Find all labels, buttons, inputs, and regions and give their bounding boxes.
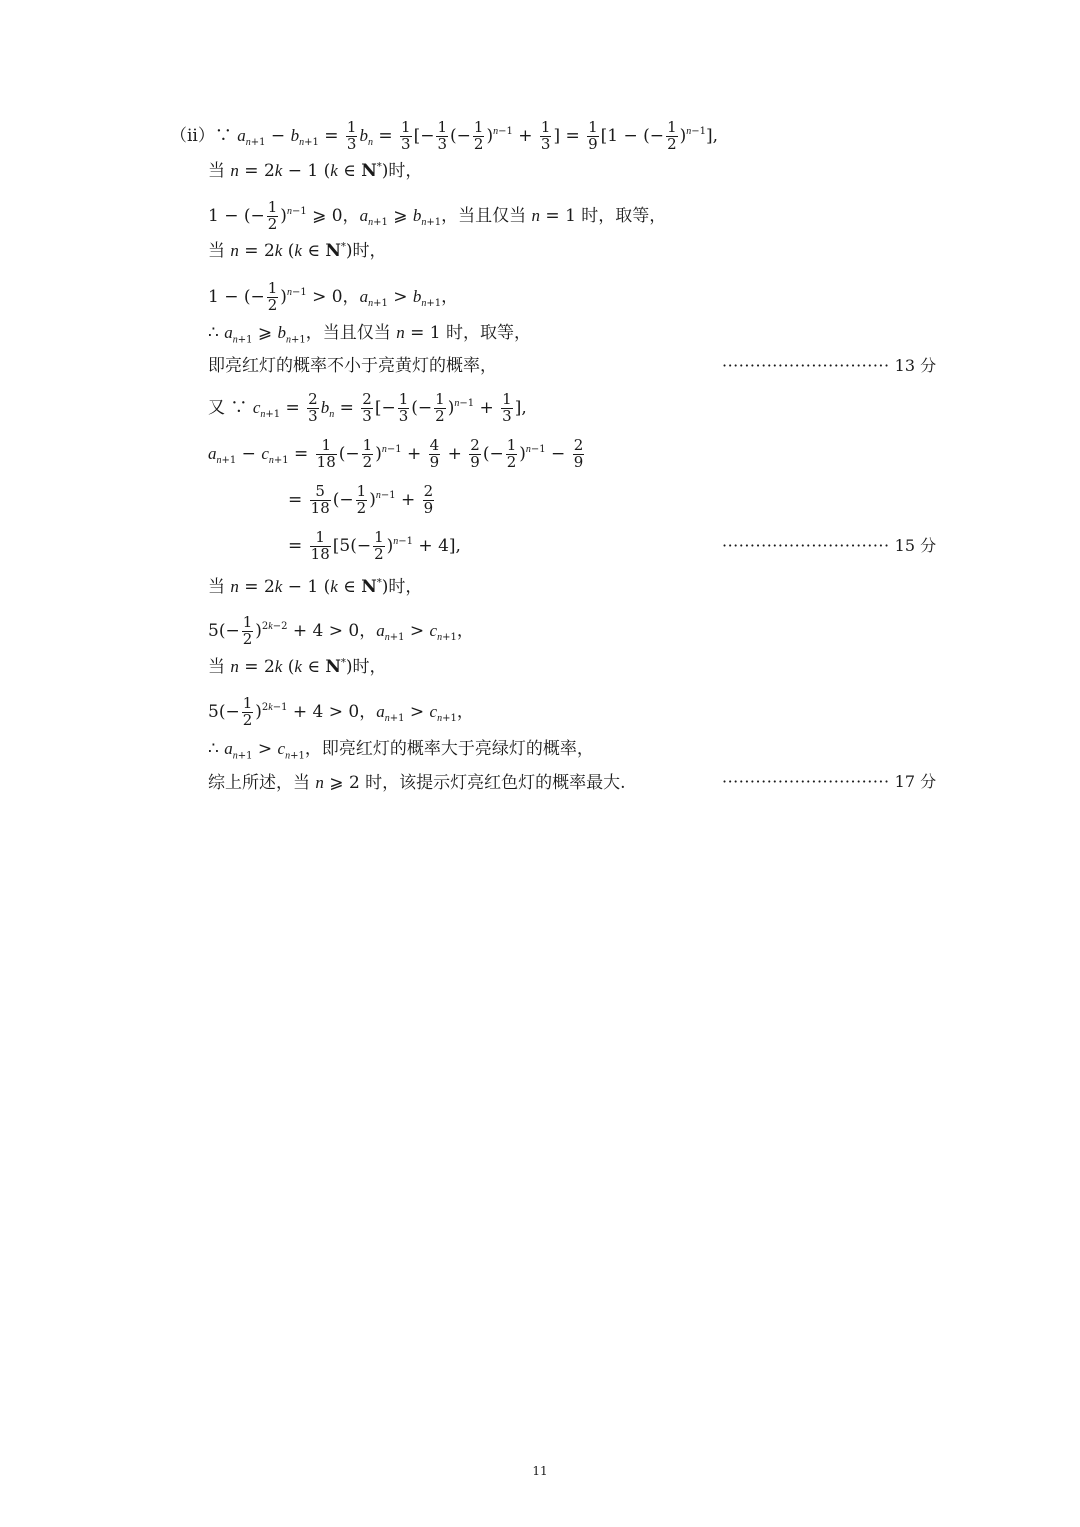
solution-line-1: （ii）∵ $a_{n+1} - b_{n+1}$ = $\frac{1}{3}$ $b_n$ = $\frac{1}{3}$ [− $\frac{1}{3}$ (− $\frac{1}{2}$ )$^{n-1}$ + $\frac{1}{3}$ ] = $\frac{1}{9}$ [1 − (− $\frac{1}{2}$ )$^{n-1}$], — [170, 118, 719, 153]
score-13-label: 13 分 — [894, 356, 937, 375]
solution-line-16: ∴ $a_{n+1} > c_{n+1}$，即亮红灯的概率大于亮绿灯的概率， — [208, 739, 594, 762]
solution-line-7: 即亮红灯的概率不小于亮黄灯的概率， — [208, 356, 497, 376]
leader-dots: ······························ — [722, 536, 890, 555]
solution-line-3: 1 − (− $\frac{1}{2}$ )$^{n-1}$ ⩾ 0，$a_{n+1}$ ⩾ $b_{n+1}$，当且仅当 n = 1 时，取等， — [208, 198, 667, 233]
solution-line-15: 5(− $\frac{1}{2}$ )$^{2k-1}$ + 4 > 0，$a_{n+1} > c_{n+1}$， — [208, 694, 474, 729]
solution-line-10: = $\frac{5}{18}$ (− $\frac{1}{2}$ )$^{n-1}$ + $\frac{2}{9}$ — [288, 482, 434, 517]
solution-line-12: 当 n = 2k − 1 (k ∈ N*)时， — [208, 577, 423, 597]
score-15-label: 15 分 — [894, 536, 937, 555]
solution-line-13: 5(− $\frac{1}{2}$ )$^{2k-2}$ + 4 > 0，$a_{n+1} > c_{n+1}$， — [208, 613, 474, 648]
leader-dots: ······························ — [722, 772, 890, 791]
solution-line-6: ∴ $a_{n+1}$ ⩾ $b_{n+1}$，当且仅当 n = 1 时，取等， — [208, 323, 531, 346]
page-number: 11 — [532, 1464, 548, 1478]
solution-line-11: = $\frac{1}{18}$ [5(− $\frac{1}{2}$ )$^{n-1}$ + 4], — [288, 528, 461, 563]
solution-line-9: $a_{n+1} - c_{n+1}$ = $\frac{1}{18}$ (− $\frac{1}{2}$ )$^{n-1}$ + $\frac{4}{9}$ + $\frac{2}{9}$ (− $\frac{1}{2}$ )$^{n-1}$ − $\frac{2}{9}$ — [208, 436, 584, 471]
score-17-label: 17 分 — [894, 772, 937, 791]
solution-line-14: 当 n = 2k (k ∈ N*)时， — [208, 657, 387, 677]
leader-dots: ······························ — [722, 356, 890, 375]
score-15 — [722, 538, 936, 554]
score-17 — [722, 774, 936, 790]
solution-line-17: 综上所述，当 n ⩾ 2 时，该提示灯亮红色灯的概率最大. — [208, 773, 626, 793]
solution-line-5: 1 − (− $\frac{1}{2}$ )$^{n-1}$ > 0，$a_{n+1} > b_{n+1}$， — [208, 279, 459, 314]
solution-line-2: 当 n = 2k − 1 (k ∈ N*)时， — [208, 161, 423, 181]
solution-line-8: 又 ∵ $c_{n+1}$ = $\frac{2}{3}$ $b_n$ = $\frac{2}{3}$ [− $\frac{1}{3}$ (− $\frac{1}{2}$ )$^{n-1}$ + $\frac{1}{3}$ ], — [208, 390, 527, 425]
score-13 — [722, 358, 936, 374]
solution-line-4: 当 n = 2k (k ∈ N*)时， — [208, 241, 387, 261]
